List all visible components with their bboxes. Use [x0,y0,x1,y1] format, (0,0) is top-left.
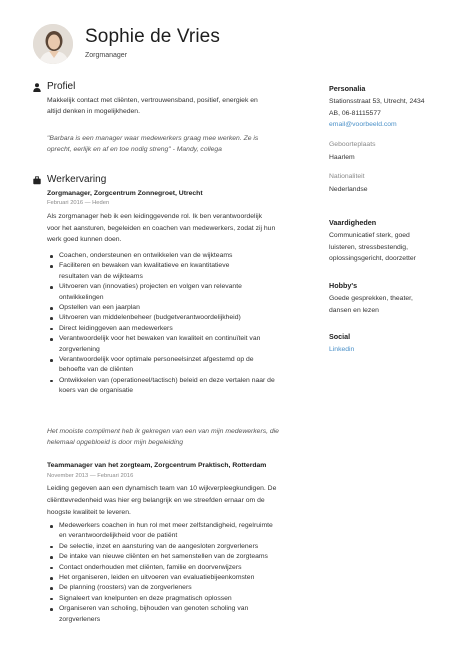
social-title: Social [329,332,351,341]
profile-quote-2: oprecht, eerlijk en af en toe nodig streng" - Mandy, collega [47,145,222,153]
skills-title: Vaardigheden [329,218,377,227]
job1-intro-1: Als zorgmanager heb ik een leidinggevende rol. Ik ben verantwoordelijk [47,213,262,220]
list-item: De planning (roosters) van de zorgverleners [47,583,317,593]
profile-text-2: altijd denken in mogelijkheden. [47,107,140,115]
job1-quote-1: Het mooiste compliment heb ik gekregen van een van mijn medewerkers, die [47,428,279,435]
profile-quote-1: "Barbara is een manager waar medewerkers graag mee werken. Ze is [47,135,259,142]
job2-intro-1: Leiding gegeven aan een dynamisch team van 10 wijkverpleegkundigen. De [47,485,277,492]
list-item: De selectie, inzet en aansturing van de aangesloten zorgverleners [47,542,317,552]
person-icon [33,83,41,92]
birthplace-value: Haarlem [329,154,355,161]
job1-bullet-list [47,251,317,397]
job2-bullet-list [47,521,317,625]
job2-title: Teammanager van het zorgteam, Zorgcentrum Praktisch, Rotterdam [47,462,267,469]
address-line: Stationsstraat 53, Utrecht, 2434 [329,98,425,105]
avatar [33,24,73,64]
job1-intro-2: voor het aansturen, begeleiden en coachen van medewerkers, zodat zij hun [47,224,276,232]
birthplace-label: Geboorteplaats [329,141,376,148]
section-title-experience: Werkervaring [47,174,107,185]
candidate-name: Sophie de Vries [85,26,220,47]
skills-line-2: luisteren, stressbestendig, [329,243,408,251]
list-item: Medewerkers coachen in hun rol met meer zelfstandigheid, regelruimte en verantwoordelijkheid voor de patiënt [47,521,317,542]
list-item: De intake van nieuwe cliënten en het samenstellen van de zorgteams [47,552,317,562]
job1-intro-3: werk goed kunnen doen. [47,236,122,243]
personalia-title: Personalia [329,84,366,93]
profile-text-1: Makkelijk contact met cliënten, vertrouwensband, positief, energiek en [47,97,258,104]
list-item: Ontwikkelen van (operationeel/tactisch) beleid en deze vertalen naar de koers van de organisatie [47,376,317,397]
nationality-value: Nederlandse [329,186,368,193]
job2-intro-3: hoogste kwaliteit te leveren. [47,509,131,516]
list-item: Contact onderhouden met cliënten, familie en doorverwijzers [47,563,317,573]
section-title-profile: Profiel [47,81,76,92]
list-item: Coachen, ondersteunen en ontwikkelen van de wijkteams [47,251,317,261]
job1-date: Februari 2016 — Heden [47,200,110,206]
profile-photo [33,24,73,64]
nationality-label: Nationaliteit [329,173,365,180]
list-item: Het organiseren, leiden en uitvoeren van evaluatiebijeenkomsten [47,573,317,583]
job1-title: Zorgmanager, Zorgcentrum Zonnegroet, Utrecht [47,189,203,197]
list-item: Verantwoordelijk voor het bewaken van kwaliteit en continuïteit van zorgverlening [47,334,317,355]
email-link[interactable]: email@voorbeeld.com [329,121,397,128]
hobbies-title: Hobby's [329,281,358,290]
job1-quote-2: helemaal opgebloeid is door mijn begeleiding [47,438,184,446]
list-item: Uitvoeren van (innovaties) projecten en volgen van relevante ontwikkelingen [47,282,317,303]
skills-line-3: oplossingsgericht, doorzetter [329,255,416,262]
list-item: Direct leidinggeven aan medewerkers [47,324,317,334]
hobbies-line-1: Goede gesprekken, theater, [329,295,413,302]
linkedin-link[interactable]: Linkedin [329,346,355,353]
job2-intro-2: cliënttevredenheid was hier erg belangrijk en we streefden ernaar om de [47,497,265,504]
briefcase-icon [33,176,41,185]
job2-date: November 2013 — Februari 2016 [47,472,134,479]
zip-phone-line: AB, 06-81115577 [329,109,381,117]
list-item: Uitvoeren van middelenbeheer (budgetverantwoordelijkheid) [47,313,317,323]
list-item: Signaleert van knelpunten en deze pragmatisch oplossen [47,594,317,604]
job-title: Zorgmanager [85,52,128,59]
list-item: Organiseren van scholing, bijhouden van genoten scholing van zorgverleners [47,604,317,625]
skills-line-1: Communicatief sterk, goed [329,232,410,239]
list-item: Verantwoordelijk voor optimale personeelsinzet afgestemd op de behoefte van de cliënten [47,355,317,376]
hobbies-line-2: dansen en lezen [329,306,379,314]
list-item: Opstellen van een jaarplan [47,303,317,313]
list-item: Faciliteren en bewaken van kwalitatieve en kwantitatieve resultaten van de wijkteams [47,261,317,282]
